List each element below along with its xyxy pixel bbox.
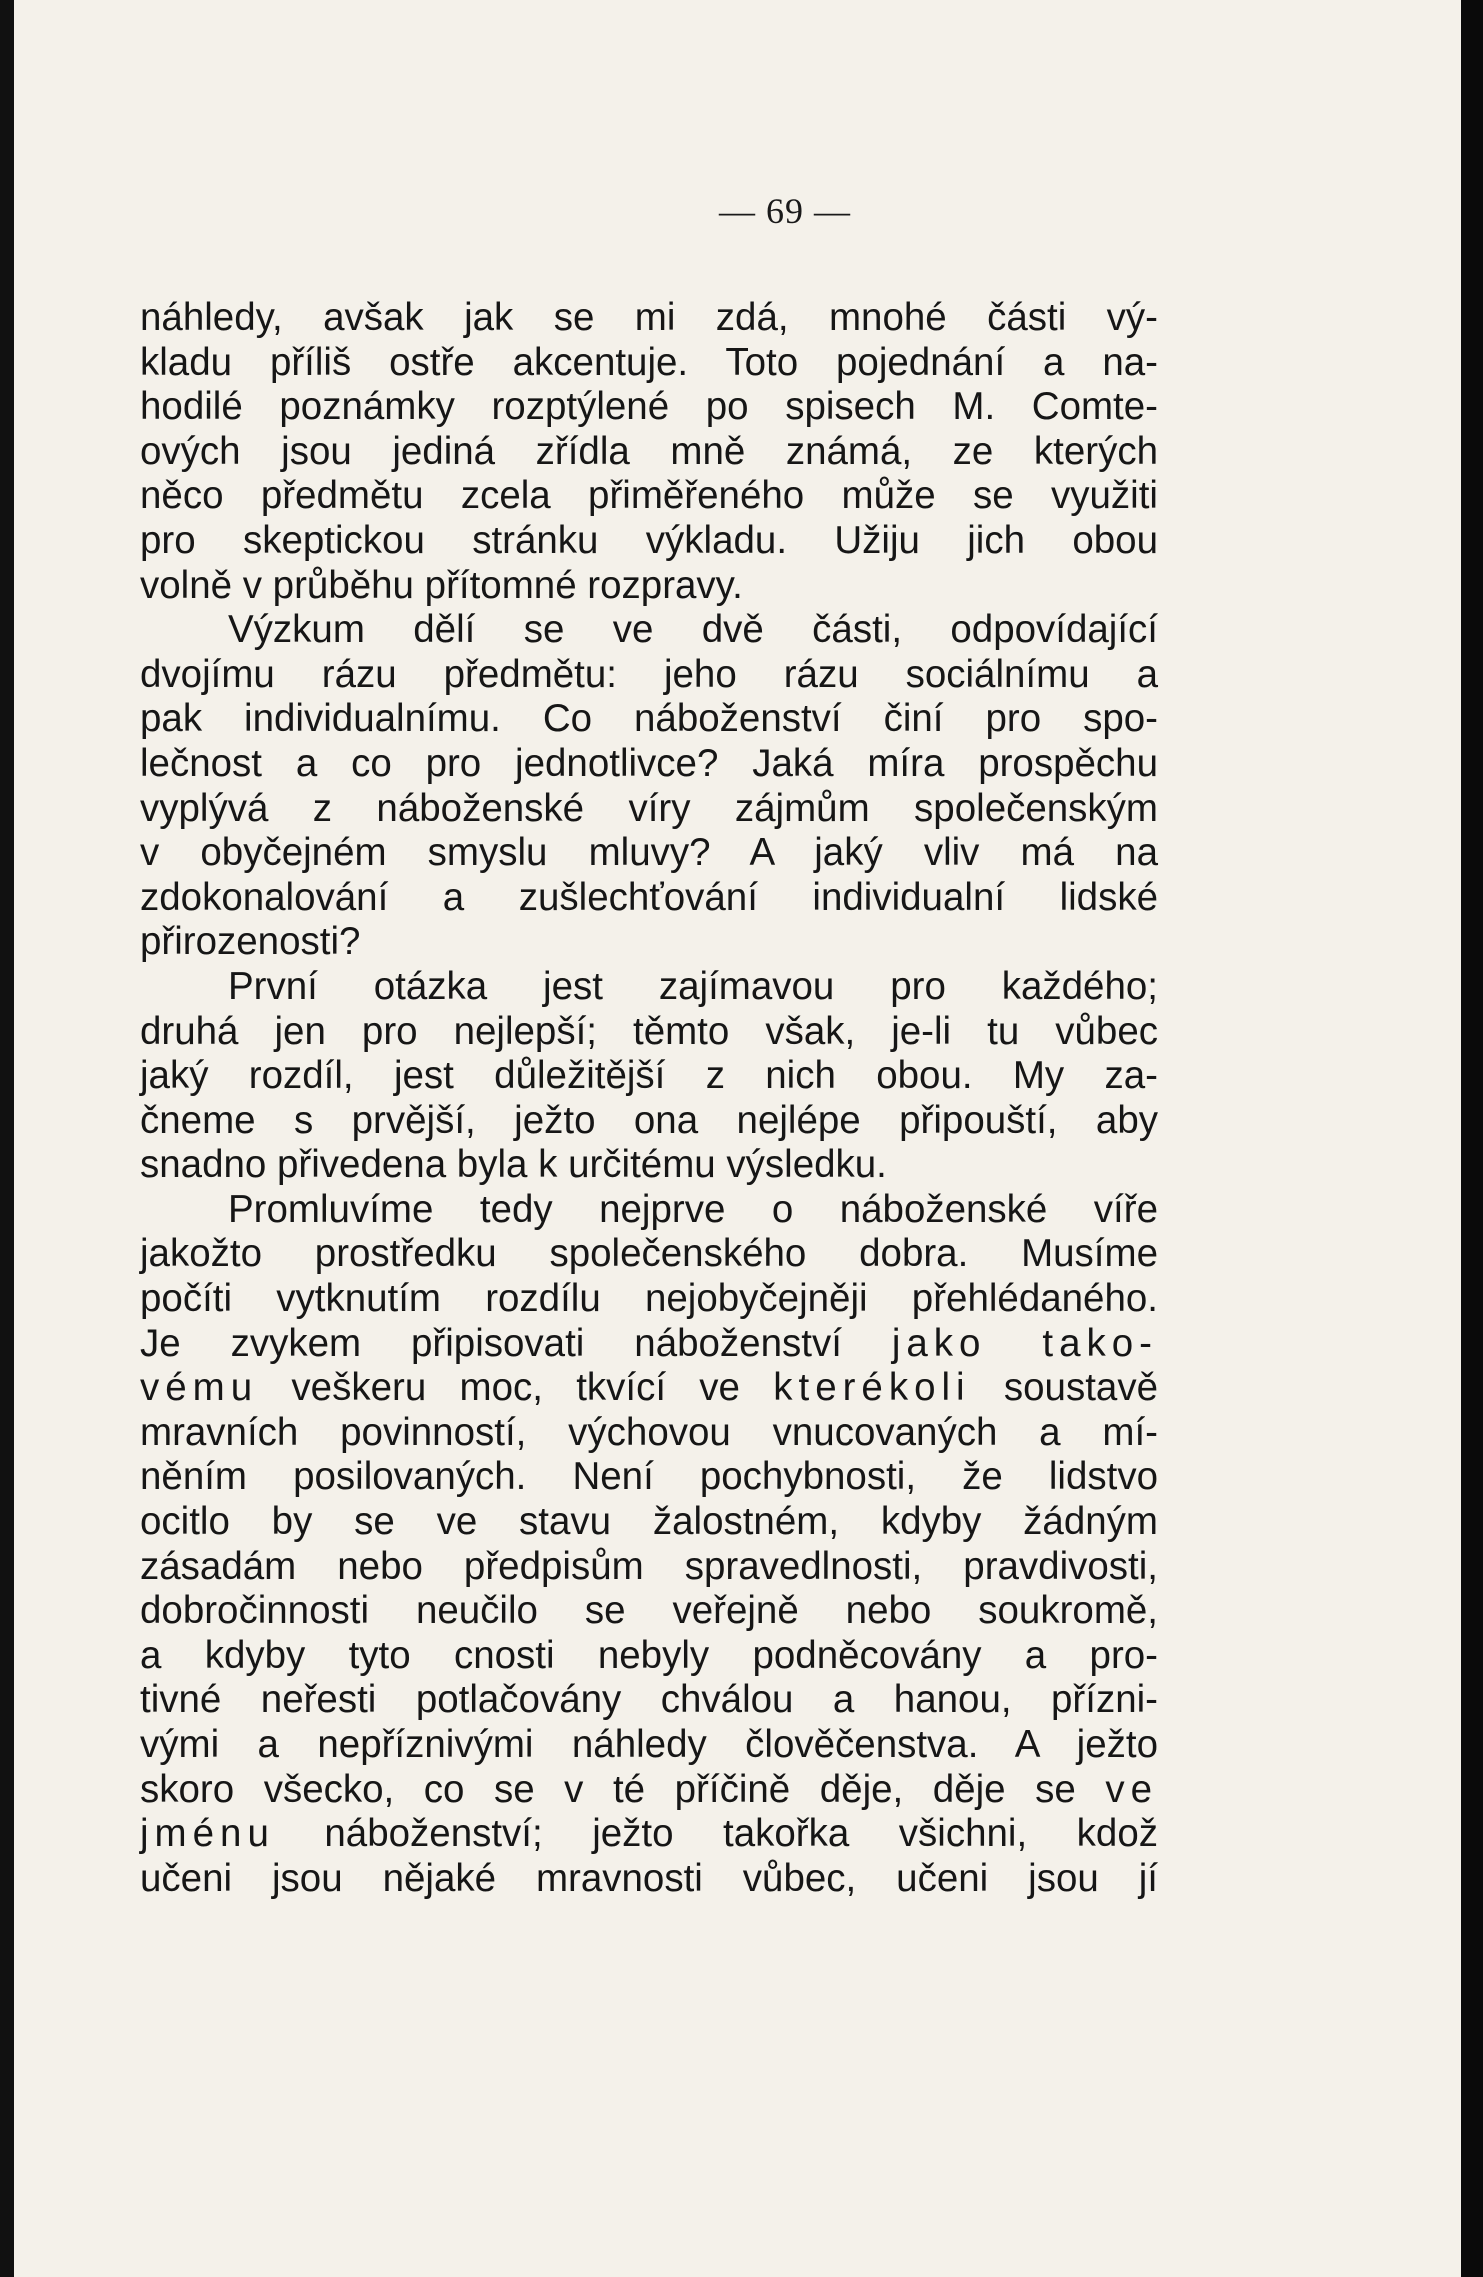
text-line: vými a nepříznivými náhledy člověčenstva. A ježto [140, 1723, 1158, 1766]
body-text [140, 296, 1158, 1901]
paragraph-start-line: Výzkum dělí se ve dvě části, odpovídající [228, 608, 1158, 652]
text-line: volně v průběhu přítomné rozpravy. [140, 563, 743, 607]
page-edge-right [1461, 0, 1483, 2277]
text-line: zásadám nebo předpisům spravedlnosti, pravdivosti, [140, 1544, 1158, 1588]
spaced-emphasis: vému [140, 1366, 259, 1410]
text-segment: náboženství; ježto takořka všichni, kdož [274, 1812, 1158, 1856]
text-line: mravních povinností, výchovou vnucovaných a mí- [140, 1410, 1158, 1454]
book-page [14, 0, 1461, 2277]
text-line: pro skeptickou stránku výkladu. Užiju jich obou [140, 518, 1158, 562]
text-line: lečnost a co pro jednotlivce? Jaká míra prospěchu [140, 741, 1158, 785]
text-line: náhledy, avšak jak se mi zdá, mnohé části vý- [140, 296, 1158, 339]
spaced-emphasis: jménu [140, 1812, 275, 1856]
text-line: něním posilovaných. Není pochybnosti, že lidstvo [140, 1455, 1158, 1499]
text-line: dvojímu rázu předmětu: jeho rázu sociálnímu a [140, 652, 1158, 696]
page-number: — 69 — [719, 191, 851, 231]
text-line: počíti vytknutím rozdílu nejobyčejněji přehlédaného. [140, 1277, 1158, 1321]
text-segment: Je zvykem připisovati náboženství [140, 1321, 892, 1365]
spaced-emphasis: ve [1105, 1767, 1158, 1811]
text-line: učeni jsou nějaké mravnosti vůbec, učeni jsou jí [140, 1856, 1158, 1900]
text-line: dobročinnosti neučilo se veřejně nebo soukromě, [140, 1589, 1158, 1633]
text-line: čneme s prvější, ježto ona nejlépe připouští, aby [140, 1098, 1158, 1142]
paragraph-start-line: První otázka jest zajímavou pro každého; [228, 964, 1158, 1008]
text-line: tivné neřesti potlačovány chválou a hanou, přízni- [140, 1678, 1158, 1722]
text-segment: skoro všecko, co se v té příčině děje, děje se [140, 1767, 1106, 1811]
text-line [140, 1768, 1158, 1813]
text-line: jakožto prostředku společenského dobra. Musíme [140, 1232, 1158, 1276]
spaced-emphasis: kterékoli [773, 1366, 971, 1410]
text-line: druhá jen pro nejlepší; těmto však, je-li tu vůbec [140, 1009, 1158, 1053]
text-line: snadno přivedena byla k určitému výsledku. [140, 1143, 887, 1187]
spaced-emphasis: jako tako- [891, 1321, 1158, 1365]
text-line [140, 1322, 1158, 1367]
text-segment: soustavě [970, 1366, 1158, 1410]
text-line: jaký rozdíl, jest důležitější z nich obou. My za- [140, 1054, 1158, 1098]
text-line: zdokonalování a zušlechťování individualní lidské [140, 875, 1158, 919]
text-line: kladu příliš ostře akcentuje. Toto pojednání a na- [140, 340, 1158, 384]
text-line: ocitlo by se ve stavu žalostném, kdyby žádným [140, 1500, 1158, 1544]
text-line [140, 1812, 1158, 1857]
text-line [140, 1366, 1158, 1411]
text-line: vyplývá z náboženské víry zájmům společenským [140, 786, 1158, 830]
text-line: přirozenosti? [140, 920, 361, 964]
paragraph-start-line: Promluvíme tedy nejprve o náboženské víře [228, 1187, 1158, 1231]
text-line: a kdyby tyto cnosti nebyly podněcovány a pro- [140, 1633, 1158, 1677]
text-segment: veškeru moc, tkvící ve [258, 1366, 774, 1410]
text-line: v obyčejném smyslu mluvy? A jaký vliv má na [140, 831, 1158, 875]
text-line: něco předmětu zcela přiměřeného může se využiti [140, 474, 1158, 518]
page-edge-left [0, 0, 14, 2277]
text-line: pak individualnímu. Co náboženství činí pro spo- [140, 697, 1158, 741]
text-line: hodilé poznámky rozptýlené po spisech M. Comte- [140, 385, 1158, 429]
text-line: ových jsou jediná zřídla mně známá, ze kterých [140, 429, 1158, 473]
